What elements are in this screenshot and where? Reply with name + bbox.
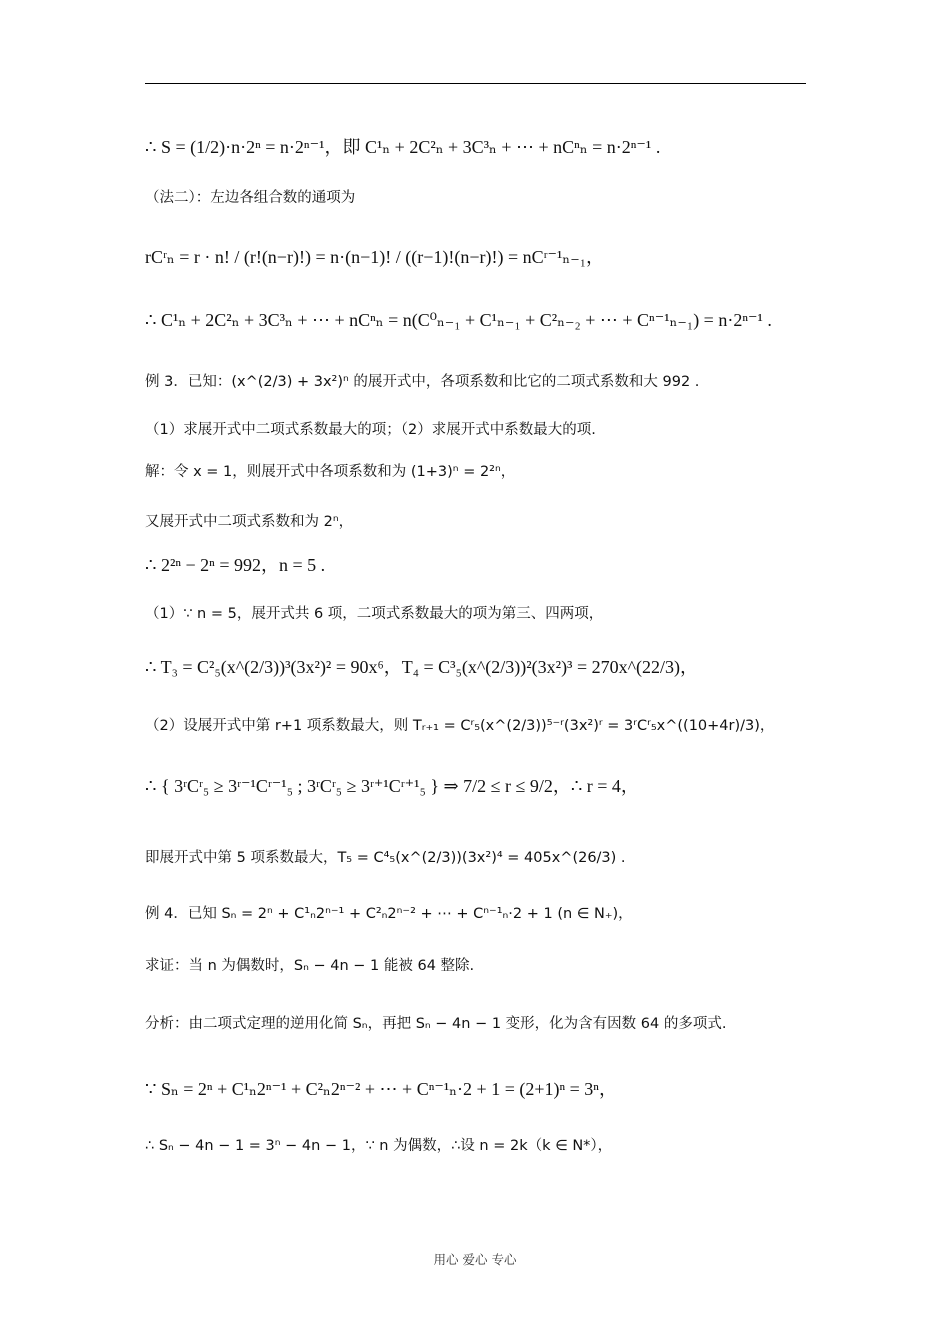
line-7: 解：令 x = 1，则展开式中各项系数和为 (1+3)ⁿ = 2²ⁿ， <box>145 463 516 480</box>
line-2: （法二）：左边各组合数的通项为 <box>145 189 356 206</box>
line-8: 又展开式中二项式系数和为 2ⁿ， <box>145 513 354 530</box>
line-4: ∴ C¹ₙ + 2C²ₙ + 3C³ₙ + ⋯ + nCⁿₙ = n(C⁰ₙ₋₁ + C¹ₙ₋₁ + C²ₙ₋₂ + ⋯ + Cⁿ⁻¹ₙ₋₁) = n·2ⁿ⁻¹ . <box>145 309 772 330</box>
line-15: 例 4．已知 Sₙ = 2ⁿ + C¹ₙ2ⁿ⁻¹ + C²ₙ2ⁿ⁻² + ⋯ + Cⁿ⁻¹ₙ·2 + 1 (n ∈ N₊)， <box>145 905 633 922</box>
page-footer: 用心 爱心 专心 <box>433 1252 517 1267</box>
line-11: ∴ T₃ = C²₅(x^(2/3))³(3x²)² = 90x⁶，T₄ = C³₅(x^(2/3))²(3x²)³ = 270x^(22/3)， <box>145 657 699 677</box>
line-16: 求证：当 n 为偶数时，Sₙ − 4n − 1 能被 64 整除. <box>145 957 475 974</box>
line-17: 分析：由二项式定理的逆用化简 Sₙ，再把 Sₙ − 4n − 1 变形，化为含有因数 64 的多项式. <box>145 1015 727 1032</box>
line-12: （2）设展开式中第 r+1 项系数最大，则 Tᵣ₊₁ = Cʳ₅(x^(2/3))⁵⁻ʳ(3x²)ʳ = 3ʳCʳ₅x^((10+4r)/3)， <box>145 717 775 734</box>
line-10: （1）∵ n = 5，展开式共 6 项，二项式系数最大的项为第三、四两项， <box>145 605 604 622</box>
header-rule <box>145 83 806 84</box>
line-6: （1）求展开式中二项式系数最大的项；（2）求展开式中系数最大的项. <box>145 421 596 438</box>
line-19: ∴ Sₙ − 4n − 1 = 3ⁿ − 4n − 1，∵ n 为偶数，∴设 n = 2k（k ∈ N*）， <box>145 1137 613 1154</box>
line-9: ∴ 2²ⁿ − 2ⁿ = 992，n = 5 . <box>145 555 326 575</box>
line-5: 例 3．已知：(x^(2/3) + 3x²)ⁿ 的展开式中，各项系数和比它的二项式系数和大 992 . <box>145 373 700 390</box>
line-13: ∴ { 3ʳCʳ₅ ≥ 3ʳ⁻¹Cʳ⁻¹₅ ; 3ʳCʳ₅ ≥ 3ʳ⁺¹Cʳ⁺¹₅ } ⇒ 7/2 ≤ r ≤ 9/2，∴ r = 4， <box>145 776 639 796</box>
line-14: 即展开式中第 5 项系数最大，T₅ = C⁴₅(x^(2/3))(3x²)⁴ = 405x^(26/3) . <box>145 849 626 866</box>
line-3: rCʳₙ = r · n! / (r!(n−r)!) = n·(n−1)! / ((r−1)!(n−r)!) = nCʳ⁻¹ₙ₋₁， <box>145 247 604 267</box>
line-18: ∵ Sₙ = 2ⁿ + C¹ₙ2ⁿ⁻¹ + C²ₙ2ⁿ⁻² + ⋯ + Cⁿ⁻¹ₙ·2 + 1 = (2+1)ⁿ = 3ⁿ， <box>145 1079 617 1099</box>
line-1: ∴ S = (1/2)·n·2ⁿ = n·2ⁿ⁻¹，即 C¹ₙ + 2C²ₙ + 3C³ₙ + ⋯ + nCⁿₙ = n·2ⁿ⁻¹ . <box>145 137 661 157</box>
